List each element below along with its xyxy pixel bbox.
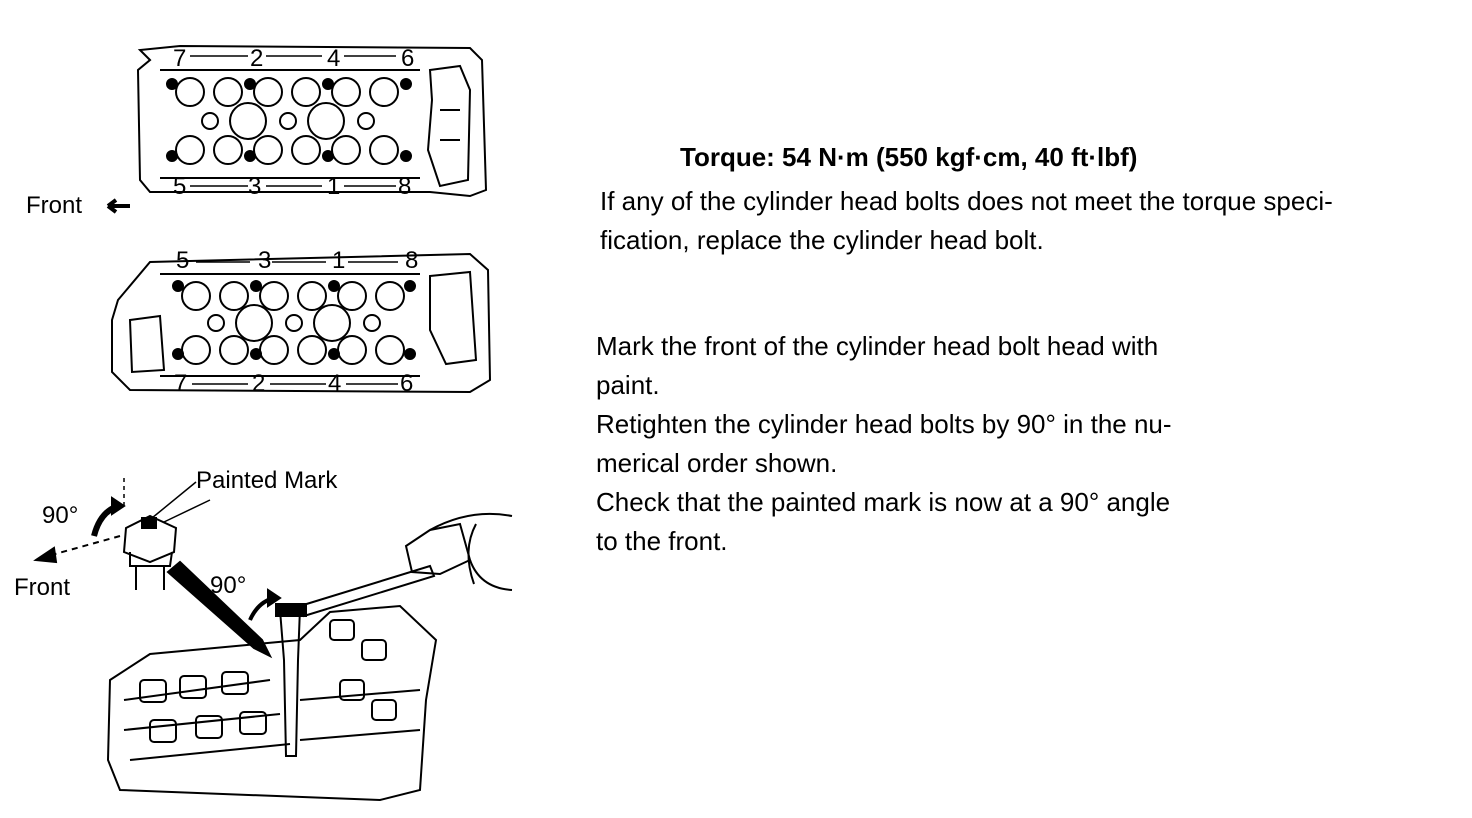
step-line-2: paint. xyxy=(596,370,660,400)
step-line-5: Check that the painted mark is now at a 90° angle xyxy=(596,487,1171,517)
upper-bottom-number-4: 8 xyxy=(398,173,412,200)
engine-with-wrench xyxy=(108,514,512,800)
cylinder-head-diagram xyxy=(0,0,560,818)
step-line-1: Mark the front of the cylinder head bolt head with xyxy=(596,331,1159,361)
torque-spec: Torque: 54 N·m (550 kgf·cm, 40 ft·lbf) xyxy=(680,142,1138,172)
upper-cylinder-head xyxy=(138,46,486,196)
step-line-3: Retighten the cylinder head bolts by 90° in the nu- xyxy=(596,409,1172,439)
upper-bottom-number-1: 5 xyxy=(173,173,187,200)
upper-bottom-number-3: 1 xyxy=(327,173,341,200)
torque-note-line-1: If any of the cylinder head bolts does not meet the torque speci- xyxy=(600,186,1333,216)
torque-note-line-2: fication, replace the cylinder head bolt. xyxy=(600,225,1044,255)
lower-bottom-number-2: 2 xyxy=(252,370,266,397)
lower-bottom-number-3: 4 xyxy=(328,370,342,397)
front-label-top: Front xyxy=(26,192,83,219)
upper-top-number-1: 7 xyxy=(173,45,187,72)
upper-top-number-2: 2 xyxy=(250,45,264,72)
lower-top-number-4: 8 xyxy=(405,247,419,274)
step-line-6: to the front. xyxy=(596,526,728,556)
upper-top-number-3: 4 xyxy=(327,45,341,72)
step-line-4: merical order shown. xyxy=(596,448,838,478)
painted-mark-label: Painted Mark xyxy=(196,467,338,494)
lower-top-number-2: 3 xyxy=(258,247,272,274)
upper-bottom-number-2: 3 xyxy=(248,173,262,200)
lower-top-number-3: 1 xyxy=(332,247,346,274)
angle-label-left: 90° xyxy=(42,502,79,529)
front-arrow-bottom-icon xyxy=(36,548,56,562)
lower-bottom-number-1: 7 xyxy=(174,370,188,397)
lower-cylinder-head xyxy=(112,254,490,392)
lower-bottom-number-4: 6 xyxy=(400,370,414,397)
angle-label-right: 90° xyxy=(210,572,247,599)
lower-top-number-1: 5 xyxy=(176,247,190,274)
front-label-bottom: Front xyxy=(14,574,71,601)
front-arrow-icon xyxy=(108,200,130,212)
upper-top-number-4: 6 xyxy=(401,45,415,72)
